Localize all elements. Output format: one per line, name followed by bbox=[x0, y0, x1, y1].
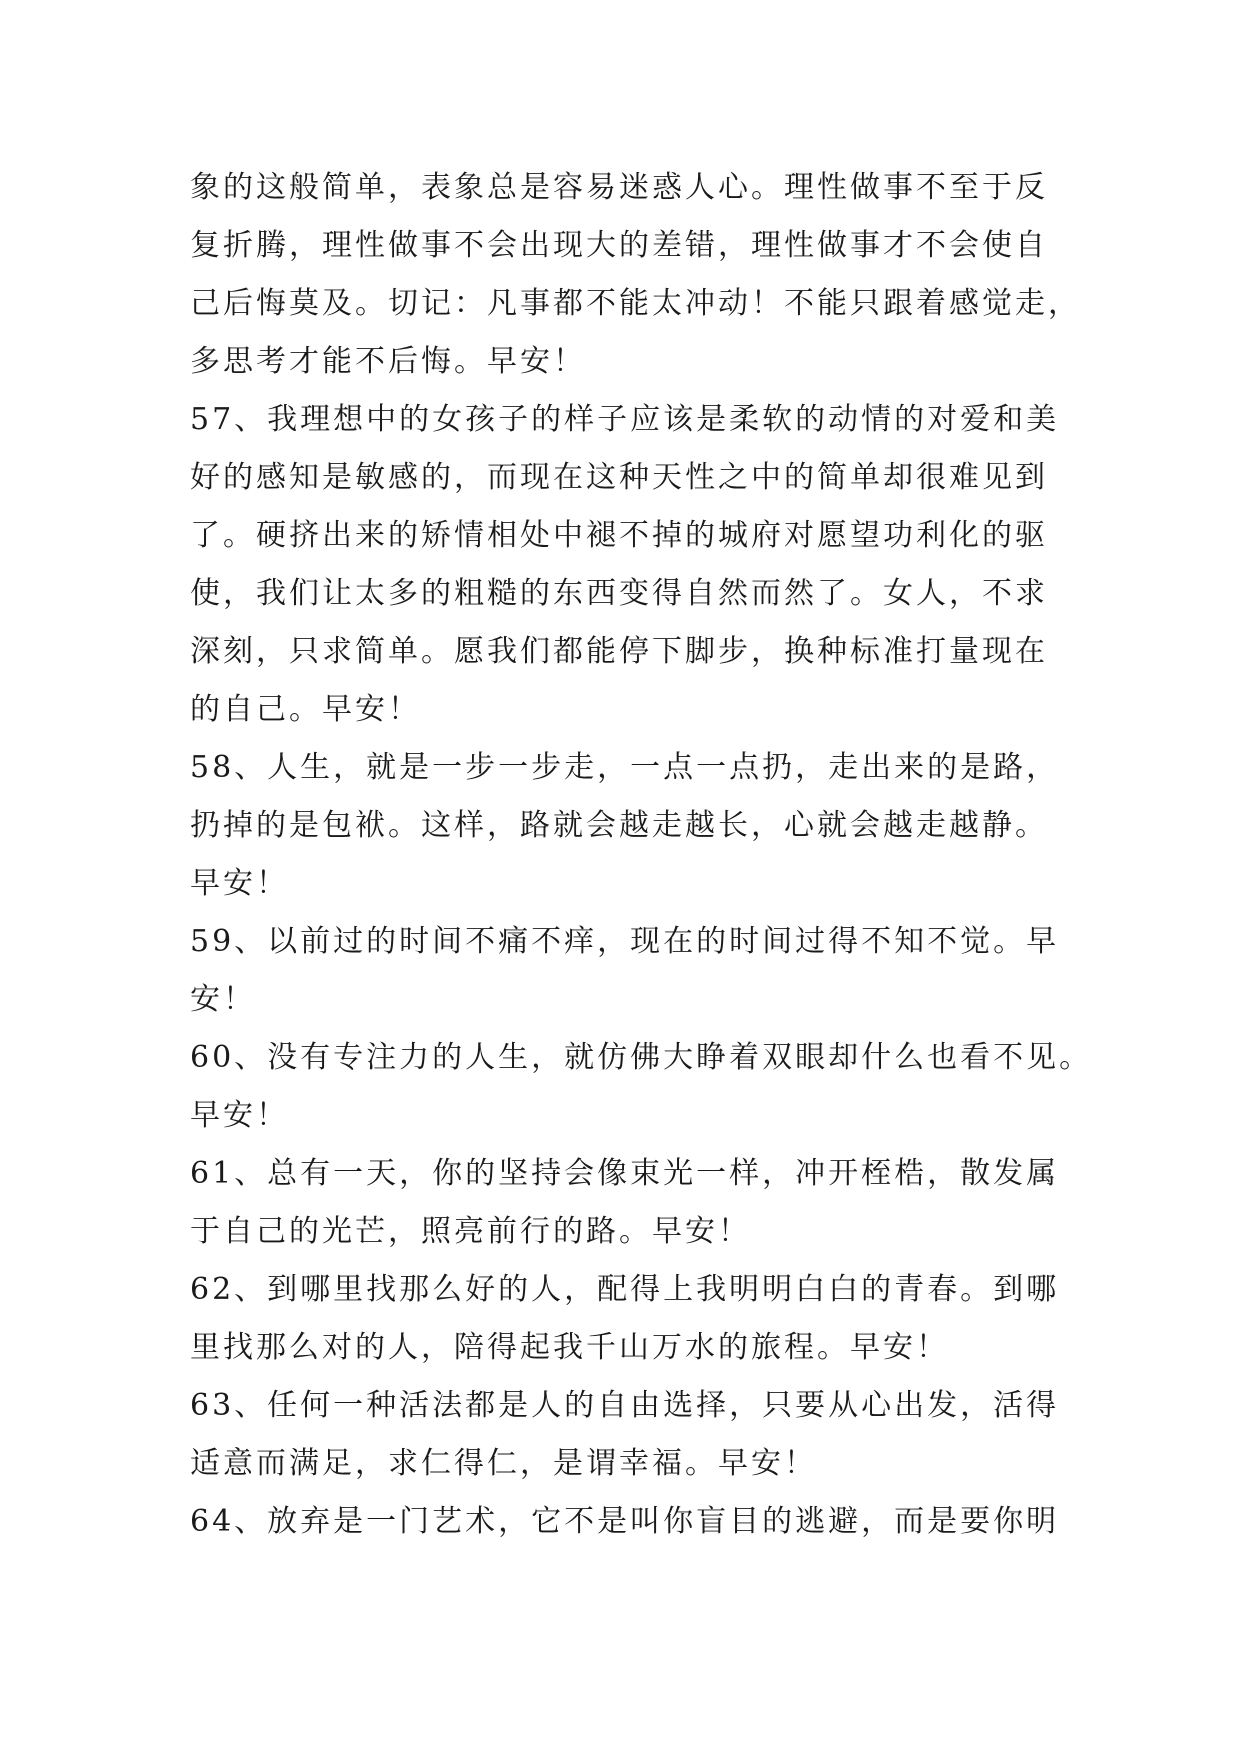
text-line-6: 好的感知是敏感的，而现在这种天性之中的简单却很难见到 bbox=[190, 460, 1048, 495]
text-line-21: 里找那么对的人，陪得起我千山万水的旅程。早安！ bbox=[190, 1330, 949, 1365]
document-body bbox=[190, 159, 1093, 1551]
text-line-18: 61、总有一天，你的坚持会像束光一样，冲开桎梏，散发属 bbox=[190, 1156, 1060, 1191]
text-line-1: 象的这般简单，表象总是容易迷惑人心。理性做事不至于反 bbox=[190, 170, 1048, 205]
text-line-12: 扔掉的是包袱。这样，路就会越走越长，心就会越走越静。 bbox=[190, 808, 1048, 843]
text-line-3: 己后悔莫及。切记：凡事都不能太冲动！不能只跟着感觉走， bbox=[190, 286, 1081, 321]
text-line-23: 适意而满足，求仁得仁，是谓幸福。早安！ bbox=[190, 1446, 817, 1481]
text-line-17: 早安！ bbox=[190, 1098, 289, 1133]
text-line-13: 早安！ bbox=[190, 866, 289, 901]
text-line-14: 59、以前过的时间不痛不痒，现在的时间过得不知不觉。早 bbox=[190, 924, 1060, 959]
text-line-2: 复折腾，理性做事不会出现大的差错，理性做事才不会使自 bbox=[190, 228, 1048, 263]
text-line-4: 多思考才能不后悔。早安！ bbox=[190, 344, 586, 379]
text-line-24: 64、放弃是一门艺术，它不是叫你盲目的逃避，而是要你明 bbox=[190, 1504, 1060, 1539]
text-line-22: 63、任何一种活法都是人的自由选择，只要从心出发，活得 bbox=[190, 1388, 1060, 1423]
text-line-11: 58、人生，就是一步一步走，一点一点扔，走出来的是路， bbox=[190, 750, 1060, 785]
text-line-5: 57、我理想中的女孩子的样子应该是柔软的动情的对爱和美 bbox=[190, 402, 1060, 437]
text-line-16: 60、没有专注力的人生，就仿佛大睁着双眼却什么也看不见。 bbox=[190, 1040, 1093, 1075]
text-line-8: 使，我们让太多的粗糙的东西变得自然而然了。女人，不求 bbox=[190, 576, 1048, 611]
text-line-15: 安！ bbox=[190, 982, 256, 1017]
text-line-9: 深刻，只求简单。愿我们都能停下脚步，换种标准打量现在 bbox=[190, 634, 1048, 669]
text-line-10: 的自己。早安！ bbox=[190, 692, 421, 727]
text-line-19: 于自己的光芒，照亮前行的路。早安！ bbox=[190, 1214, 751, 1249]
text-line-20: 62、到哪里找那么好的人，配得上我明明白白的青春。到哪 bbox=[190, 1272, 1060, 1307]
text-line-7: 了。硬挤出来的矫情相处中褪不掉的城府对愿望功利化的驱 bbox=[190, 518, 1048, 553]
